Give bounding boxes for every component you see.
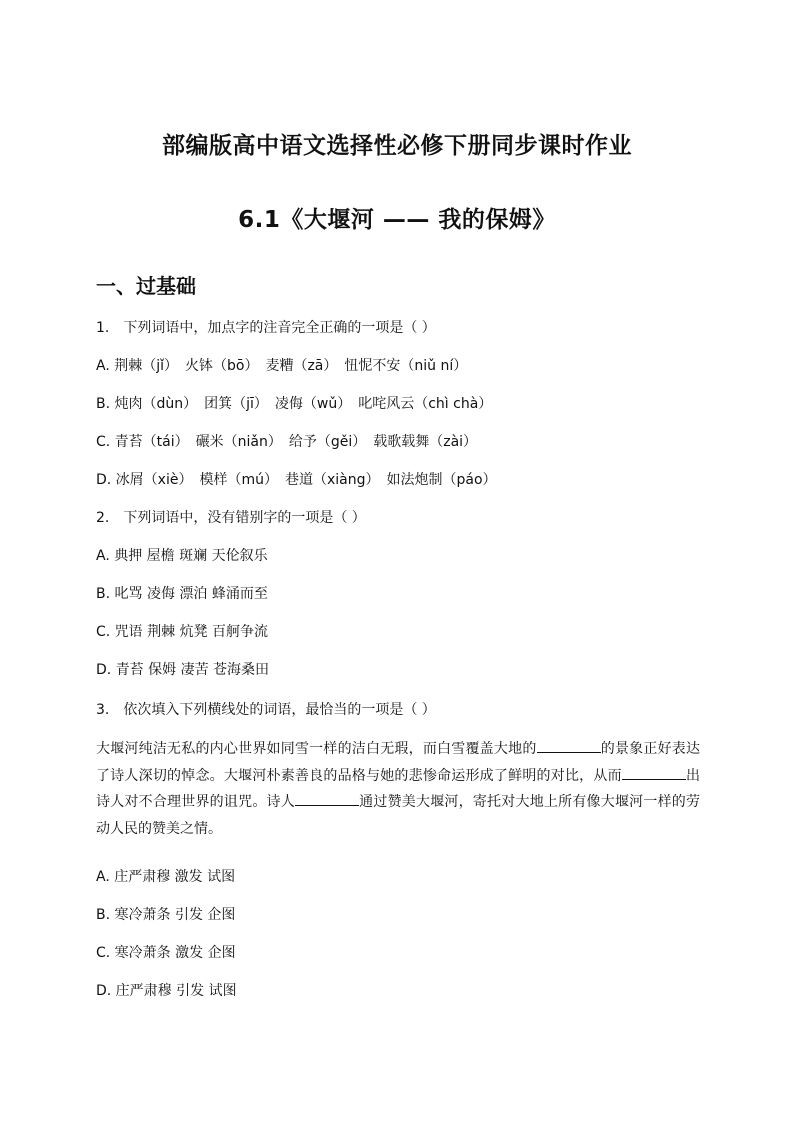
question-3-passage (96, 736, 700, 842)
question-1-stem: 1. 下列词语中，加点字的注音完全正确的一项是（ ） (96, 320, 436, 336)
section-heading: 一、过基础 (96, 274, 196, 298)
passage-part-2: 的景象正好表达了诗人深切的悼念。大堰河朴素善良的品格与她的悲惨命运形成了鲜明的对比，从而 (96, 741, 701, 784)
lesson-title: 6.1《大堰河 —— 我的保姆》 (238, 207, 556, 233)
question-2-option-d: D. 青苔 保姆 凄苦 苍海桑田 (96, 662, 270, 678)
fill-blank-1 (537, 738, 601, 753)
question-1-option-b: B. 炖肉（dùn） 团箕（jī） 凌侮（wǔ） 叱咤风云（chì chà） (96, 396, 493, 412)
question-3-option-a: A. 庄严肃穆 激发 试图 (96, 869, 236, 885)
question-1-option-c: C. 青苔（tái） 碾米（niǎn） 给予（gěi） 载歌载舞（zài） (96, 434, 478, 450)
question-3-stem: 3. 依次填入下列横线处的词语，最恰当的一项是（ ） (96, 702, 436, 718)
question-1-option-a: A. 荆棘（jǐ） 火钵（bō） 麦糟（zā） 忸怩不安（niǔ ní） (96, 358, 468, 374)
question-2-option-a: A. 典押 屋檐 斑斓 天伦叙乐 (96, 548, 268, 564)
question-2-stem: 2. 下列词语中，没有错别字的一项是（ ） (96, 510, 366, 526)
question-2-option-c: C. 咒语 荆棘 炕凳 百舸争流 (96, 624, 269, 640)
question-3-option-d: D. 庄严肃穆 引发 试图 (96, 983, 237, 999)
question-3-option-b: B. 寒冷萧条 引发 企图 (96, 907, 236, 923)
fill-blank-3 (295, 791, 359, 806)
passage-part-3: 出诗人对不合理世界的诅咒。诗人 (96, 767, 701, 810)
question-3-option-c: C. 寒冷萧条 激发 企图 (96, 945, 236, 961)
document-title: 部编版高中语文选择性必修下册同步课时作业 (162, 133, 632, 159)
fill-blank-2 (622, 765, 686, 780)
question-2-option-b: B. 叱骂 凌侮 漂泊 蜂涌而至 (96, 586, 268, 602)
question-1-option-d: D. 冰屑（xiè） 模样（mú） 巷道（xiàng） 如法炮制（páo） (96, 472, 497, 488)
passage-part-4: 通过赞美大堰河，寄托对大地上所有像大堰河一样的劳动人民的赞美之情。 (96, 794, 701, 837)
passage-part-1: 大堰河纯洁无私的内心世界如同雪一样的洁白无瑕，而白雪覆盖大地的 (96, 741, 537, 757)
